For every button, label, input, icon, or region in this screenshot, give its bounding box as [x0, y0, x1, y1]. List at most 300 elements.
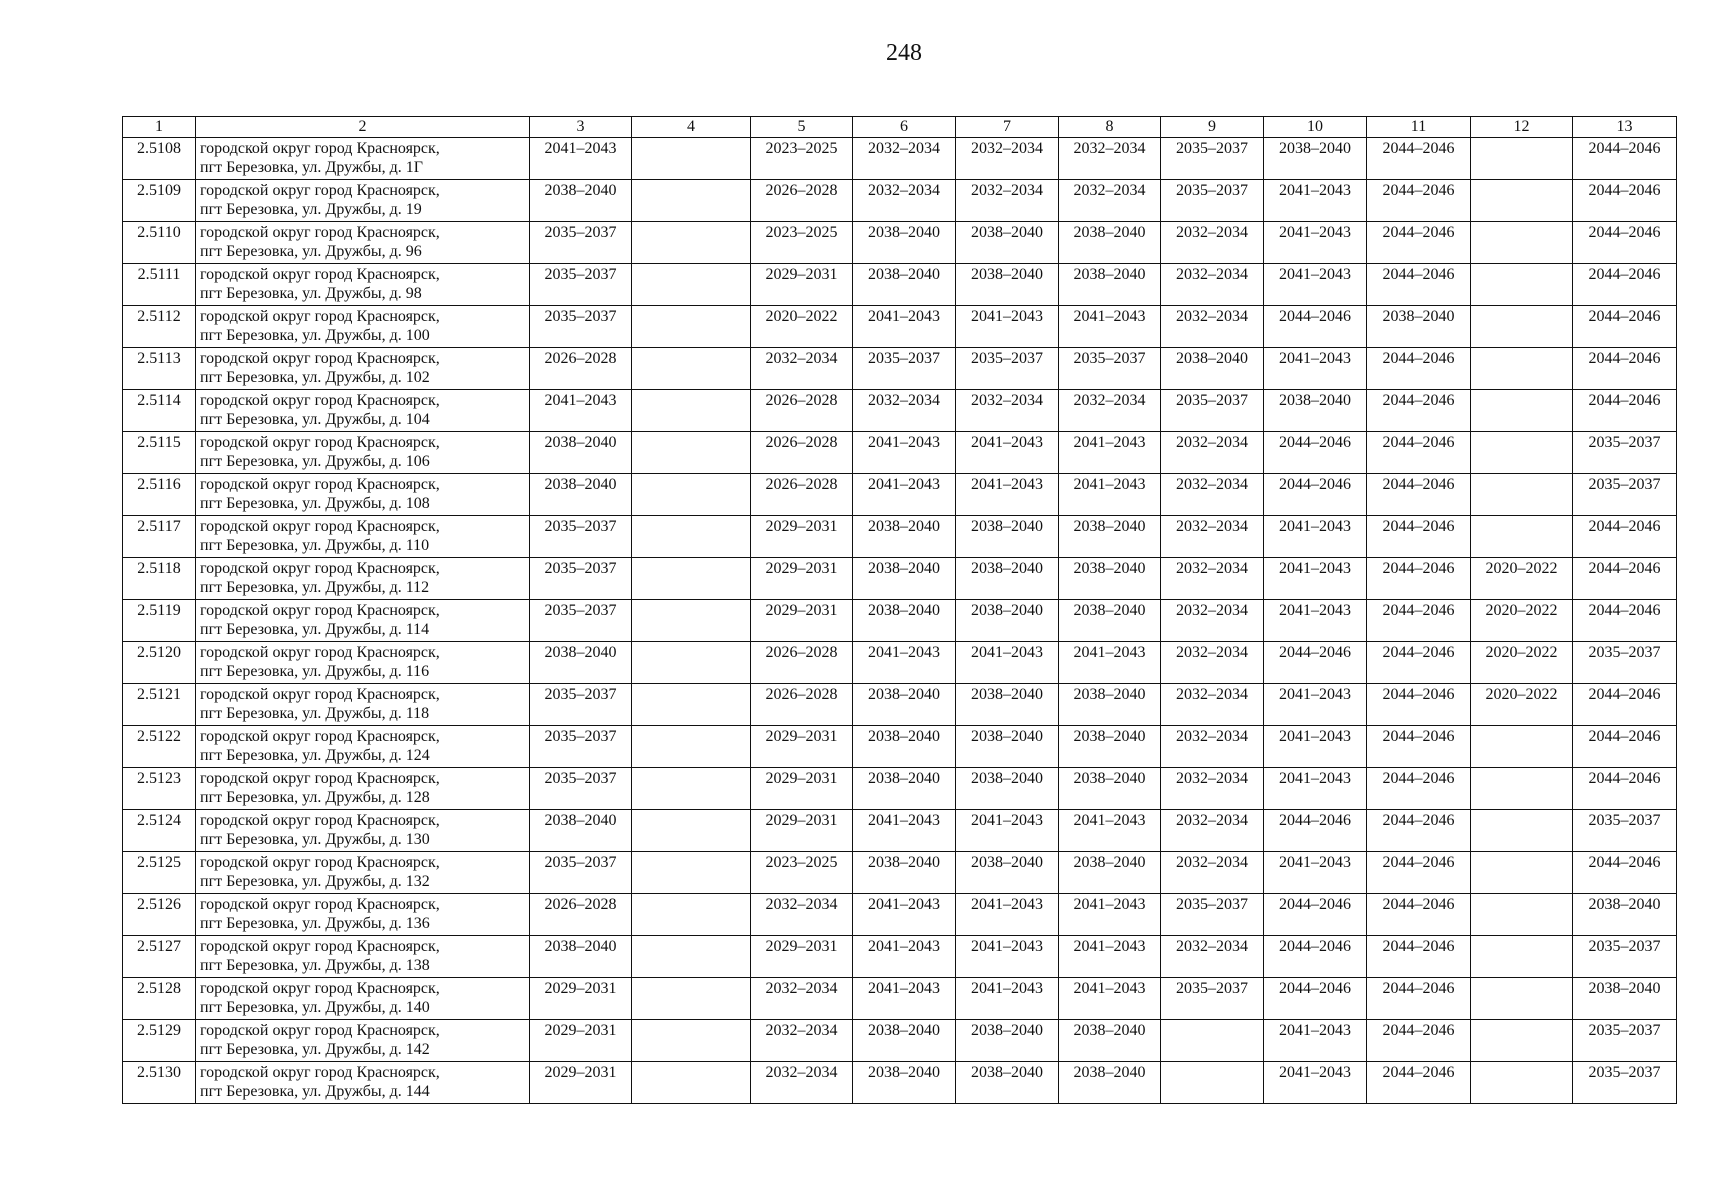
period-cell: 2035–2037: [530, 516, 632, 558]
period-cell: [1471, 726, 1573, 768]
period-cell: 2041–2043: [956, 936, 1059, 978]
period-cell: 2038–2040: [956, 768, 1059, 810]
row-number: 2.5130: [123, 1062, 196, 1104]
period-cell: 2032–2034: [956, 390, 1059, 432]
period-cell: 2044–2046: [1367, 180, 1471, 222]
table-row: [123, 768, 1677, 810]
period-cell: 2032–2034: [751, 978, 853, 1020]
period-cell: [632, 978, 751, 1020]
period-cell: 2044–2046: [1264, 978, 1367, 1020]
period-cell: [1471, 768, 1573, 810]
period-cell: 2044–2046: [1573, 516, 1677, 558]
address-line-1: городской округ город Красноярск,: [200, 854, 440, 871]
address-line-1: городской округ город Красноярск,: [200, 224, 440, 241]
period-cell: 2041–2043: [1059, 432, 1161, 474]
column-header: 3: [530, 117, 632, 138]
period-cell: 2023–2025: [751, 852, 853, 894]
period-cell: 2044–2046: [1367, 390, 1471, 432]
period-cell: 2035–2037: [530, 726, 632, 768]
period-cell: 2041–2043: [956, 894, 1059, 936]
period-cell: 2035–2037: [530, 264, 632, 306]
row-number: 2.5115: [123, 432, 196, 474]
period-cell: 2044–2046: [1367, 264, 1471, 306]
period-cell: 2044–2046: [1367, 852, 1471, 894]
period-cell: 2038–2040: [853, 768, 956, 810]
row-number: 2.5116: [123, 474, 196, 516]
address-line-2: пгт Березовка, ул. Дружбы, д. 100: [200, 327, 430, 344]
address-cell: [196, 138, 530, 180]
address-cell: [196, 600, 530, 642]
address-line-2: пгт Березовка, ул. Дружбы, д. 118: [200, 705, 430, 722]
period-cell: 2038–2040: [1059, 852, 1161, 894]
column-header: 7: [956, 117, 1059, 138]
address-line-1: городской округ город Красноярск,: [200, 1064, 440, 1081]
period-cell: 2026–2028: [751, 684, 853, 726]
table-row: [123, 138, 1677, 180]
address-line-2: пгт Березовка, ул. Дружбы, д. 108: [200, 495, 430, 512]
period-cell: 2029–2031: [751, 936, 853, 978]
period-cell: 2038–2040: [956, 684, 1059, 726]
row-number: 2.5121: [123, 684, 196, 726]
period-cell: 2041–2043: [853, 306, 956, 348]
table-row: [123, 852, 1677, 894]
period-cell: 2041–2043: [1264, 348, 1367, 390]
address-line-1: городской округ город Красноярск,: [200, 434, 440, 451]
period-cell: [1471, 390, 1573, 432]
period-cell: 2035–2037: [853, 348, 956, 390]
period-cell: 2038–2040: [1059, 558, 1161, 600]
period-cell: 2032–2034: [1161, 516, 1264, 558]
period-cell: 2044–2046: [1367, 1020, 1471, 1062]
period-cell: 2035–2037: [1161, 390, 1264, 432]
table-row: [123, 642, 1677, 684]
address-cell: [196, 222, 530, 264]
period-cell: 2041–2043: [1264, 180, 1367, 222]
address-line-1: городской округ город Красноярск,: [200, 980, 440, 997]
row-number: 2.5120: [123, 642, 196, 684]
period-cell: [1471, 810, 1573, 852]
table-row: [123, 432, 1677, 474]
table-row: [123, 978, 1677, 1020]
period-cell: 2038–2040: [956, 516, 1059, 558]
period-cell: 2044–2046: [1573, 138, 1677, 180]
period-cell: 2029–2031: [530, 978, 632, 1020]
period-cell: [1471, 180, 1573, 222]
period-cell: 2032–2034: [1161, 474, 1264, 516]
period-cell: 2041–2043: [1264, 222, 1367, 264]
address-line-1: городской округ город Красноярск,: [200, 728, 440, 745]
period-cell: [1471, 978, 1573, 1020]
period-cell: [632, 390, 751, 432]
period-cell: 2044–2046: [1573, 390, 1677, 432]
period-cell: 2038–2040: [956, 222, 1059, 264]
table-row: [123, 810, 1677, 852]
table-row: [123, 1062, 1677, 1104]
period-cell: 2032–2034: [956, 138, 1059, 180]
period-cell: [632, 894, 751, 936]
period-cell: 2038–2040: [1059, 1020, 1161, 1062]
column-header: 13: [1573, 117, 1677, 138]
period-cell: 2035–2037: [1059, 348, 1161, 390]
period-cell: 2041–2043: [956, 432, 1059, 474]
period-cell: 2041–2043: [1264, 558, 1367, 600]
period-cell: 2041–2043: [1059, 894, 1161, 936]
period-cell: 2044–2046: [1367, 474, 1471, 516]
address-cell: [196, 264, 530, 306]
table-row: [123, 264, 1677, 306]
address-line-1: городской округ город Красноярск,: [200, 686, 440, 703]
period-cell: 2041–2043: [1059, 936, 1161, 978]
schedule-table: [122, 116, 1677, 1104]
period-cell: 2044–2046: [1367, 684, 1471, 726]
address-line-1: городской округ город Красноярск,: [200, 266, 440, 283]
address-line-2: пгт Березовка, ул. Дружбы, д. 112: [200, 579, 430, 596]
period-cell: [1471, 432, 1573, 474]
row-number: 2.5118: [123, 558, 196, 600]
row-number: 2.5119: [123, 600, 196, 642]
address-cell: [196, 1020, 530, 1062]
address-line-1: городской округ город Красноярск,: [200, 350, 440, 367]
period-cell: [1471, 222, 1573, 264]
period-cell: 2032–2034: [1059, 138, 1161, 180]
period-cell: 2035–2037: [530, 306, 632, 348]
period-cell: 2026–2028: [530, 348, 632, 390]
period-cell: [632, 516, 751, 558]
address-cell: [196, 1062, 530, 1104]
table-row: [123, 348, 1677, 390]
table-row: [123, 726, 1677, 768]
column-header: 1: [123, 117, 196, 138]
period-cell: 2044–2046: [1573, 306, 1677, 348]
page-number: 248: [886, 40, 922, 66]
table-row: [123, 516, 1677, 558]
period-cell: 2032–2034: [1161, 558, 1264, 600]
period-cell: 2041–2043: [853, 432, 956, 474]
table-row: [123, 474, 1677, 516]
period-cell: 2038–2040: [956, 1020, 1059, 1062]
period-cell: 2038–2040: [1059, 516, 1161, 558]
period-cell: 2029–2031: [751, 768, 853, 810]
period-cell: 2041–2043: [530, 138, 632, 180]
period-cell: [632, 222, 751, 264]
period-cell: 2038–2040: [956, 558, 1059, 600]
address-line-2: пгт Березовка, ул. Дружбы, д. 136: [200, 915, 430, 932]
period-cell: 2041–2043: [853, 474, 956, 516]
period-cell: 2038–2040: [530, 810, 632, 852]
period-cell: 2035–2037: [1161, 894, 1264, 936]
table-row: [123, 684, 1677, 726]
period-cell: [1471, 936, 1573, 978]
period-cell: 2044–2046: [1264, 810, 1367, 852]
address-cell: [196, 306, 530, 348]
period-cell: 2035–2037: [1161, 180, 1264, 222]
period-cell: 2029–2031: [751, 516, 853, 558]
period-cell: 2044–2046: [1573, 222, 1677, 264]
period-cell: 2038–2040: [853, 264, 956, 306]
column-header: 6: [853, 117, 956, 138]
address-cell: [196, 432, 530, 474]
period-cell: 2038–2040: [956, 852, 1059, 894]
period-cell: 2041–2043: [1059, 306, 1161, 348]
period-cell: 2041–2043: [853, 810, 956, 852]
column-header: 9: [1161, 117, 1264, 138]
address-line-1: городской округ город Красноярск,: [200, 1022, 440, 1039]
period-cell: 2038–2040: [956, 600, 1059, 642]
period-cell: 2044–2046: [1264, 936, 1367, 978]
row-number: 2.5110: [123, 222, 196, 264]
period-cell: 2038–2040: [956, 726, 1059, 768]
period-cell: [632, 348, 751, 390]
period-cell: 2032–2034: [1161, 726, 1264, 768]
period-cell: 2035–2037: [956, 348, 1059, 390]
row-number: 2.5117: [123, 516, 196, 558]
period-cell: 2032–2034: [1161, 264, 1264, 306]
period-cell: 2044–2046: [1367, 978, 1471, 1020]
address-line-2: пгт Березовка, ул. Дружбы, д. 124: [200, 747, 430, 764]
period-cell: 2041–2043: [1264, 768, 1367, 810]
period-cell: 2032–2034: [1161, 222, 1264, 264]
address-line-2: пгт Березовка, ул. Дружбы, д. 138: [200, 957, 430, 974]
period-cell: 2026–2028: [751, 474, 853, 516]
period-cell: 2038–2040: [956, 1062, 1059, 1104]
period-cell: 2029–2031: [751, 600, 853, 642]
row-number: 2.5114: [123, 390, 196, 432]
period-cell: 2029–2031: [530, 1062, 632, 1104]
address-cell: [196, 978, 530, 1020]
period-cell: 2020–2022: [1471, 684, 1573, 726]
row-number: 2.5129: [123, 1020, 196, 1062]
column-header: 8: [1059, 117, 1161, 138]
period-cell: 2035–2037: [1573, 810, 1677, 852]
period-cell: 2032–2034: [853, 138, 956, 180]
period-cell: 2032–2034: [751, 1020, 853, 1062]
address-cell: [196, 768, 530, 810]
address-line-1: городской округ город Красноярск,: [200, 896, 440, 913]
period-cell: [1471, 1062, 1573, 1104]
period-cell: 2032–2034: [1161, 306, 1264, 348]
period-cell: 2044–2046: [1264, 432, 1367, 474]
period-cell: 2044–2046: [1367, 768, 1471, 810]
period-cell: 2044–2046: [1573, 558, 1677, 600]
address-line-2: пгт Березовка, ул. Дружбы, д. 110: [200, 537, 430, 554]
period-cell: 2044–2046: [1367, 222, 1471, 264]
address-line-1: городской округ город Красноярск,: [200, 644, 440, 661]
period-cell: 2044–2046: [1367, 516, 1471, 558]
row-number: 2.5112: [123, 306, 196, 348]
row-number: 2.5123: [123, 768, 196, 810]
period-cell: [632, 432, 751, 474]
address-line-1: городской округ город Красноярск,: [200, 938, 440, 955]
period-cell: 2044–2046: [1367, 810, 1471, 852]
period-cell: 2026–2028: [751, 642, 853, 684]
column-header: 4: [632, 117, 751, 138]
table-row: [123, 936, 1677, 978]
table-body: [123, 138, 1677, 1104]
address-line-1: городской округ город Красноярск,: [200, 602, 440, 619]
period-cell: 2035–2037: [1573, 1020, 1677, 1062]
period-cell: 2044–2046: [1264, 642, 1367, 684]
period-cell: 2035–2037: [1573, 474, 1677, 516]
address-line-2: пгт Березовка, ул. Дружбы, д. 128: [200, 789, 430, 806]
address-line-2: пгт Березовка, ул. Дружбы, д. 102: [200, 369, 430, 386]
address-cell: [196, 516, 530, 558]
period-cell: 2032–2034: [853, 180, 956, 222]
address-line-2: пгт Березовка, ул. Дружбы, д. 140: [200, 999, 430, 1016]
period-cell: 2035–2037: [530, 852, 632, 894]
period-cell: 2035–2037: [530, 768, 632, 810]
address-cell: [196, 936, 530, 978]
address-line-2: пгт Березовка, ул. Дружбы, д. 130: [200, 831, 430, 848]
row-number: 2.5124: [123, 810, 196, 852]
period-cell: [1471, 1020, 1573, 1062]
period-cell: [632, 726, 751, 768]
address-line-1: городской округ город Красноярск,: [200, 476, 440, 493]
address-cell: [196, 180, 530, 222]
table-row: [123, 222, 1677, 264]
period-cell: 2038–2040: [853, 684, 956, 726]
period-cell: 2044–2046: [1573, 768, 1677, 810]
period-cell: 2032–2034: [1059, 390, 1161, 432]
period-cell: 2038–2040: [530, 180, 632, 222]
period-cell: 2038–2040: [1573, 978, 1677, 1020]
period-cell: 2032–2034: [751, 348, 853, 390]
period-cell: 2038–2040: [1059, 264, 1161, 306]
period-cell: 2023–2025: [751, 138, 853, 180]
period-cell: 2038–2040: [1161, 348, 1264, 390]
period-cell: [632, 768, 751, 810]
period-cell: 2038–2040: [1059, 768, 1161, 810]
address-cell: [196, 348, 530, 390]
period-cell: [632, 180, 751, 222]
period-cell: 2044–2046: [1367, 936, 1471, 978]
period-cell: [1471, 264, 1573, 306]
period-cell: 2029–2031: [751, 810, 853, 852]
period-cell: 2038–2040: [1059, 600, 1161, 642]
period-cell: 2044–2046: [1264, 894, 1367, 936]
period-cell: [1471, 138, 1573, 180]
period-cell: 2038–2040: [853, 600, 956, 642]
period-cell: 2041–2043: [956, 810, 1059, 852]
period-cell: 2044–2046: [1573, 264, 1677, 306]
period-cell: [1161, 1062, 1264, 1104]
period-cell: 2035–2037: [530, 684, 632, 726]
period-cell: [1471, 348, 1573, 390]
period-cell: 2029–2031: [530, 1020, 632, 1062]
row-number: 2.5111: [123, 264, 196, 306]
period-cell: 2032–2034: [1161, 684, 1264, 726]
column-header: 11: [1367, 117, 1471, 138]
address-line-2: пгт Березовка, ул. Дружбы, д. 1Г: [200, 159, 424, 176]
period-cell: 2041–2043: [1059, 978, 1161, 1020]
period-cell: 2044–2046: [1573, 852, 1677, 894]
address-line-2: пгт Березовка, ул. Дружбы, д. 106: [200, 453, 430, 470]
address-line-2: пгт Березовка, ул. Дружбы, д. 116: [200, 663, 430, 680]
row-number: 2.5108: [123, 138, 196, 180]
period-cell: 2041–2043: [1264, 1062, 1367, 1104]
period-cell: 2044–2046: [1573, 684, 1677, 726]
address-cell: [196, 894, 530, 936]
address-line-1: городской округ город Красноярск,: [200, 392, 440, 409]
period-cell: [632, 558, 751, 600]
table-row: [123, 390, 1677, 432]
period-cell: 2035–2037: [1573, 642, 1677, 684]
period-cell: 2020–2022: [751, 306, 853, 348]
period-cell: 2041–2043: [956, 306, 1059, 348]
period-cell: 2032–2034: [751, 894, 853, 936]
address-line-2: пгт Березовка, ул. Дружбы, д. 142: [200, 1041, 430, 1058]
period-cell: 2026–2028: [751, 432, 853, 474]
row-number: 2.5122: [123, 726, 196, 768]
period-cell: [1471, 306, 1573, 348]
period-cell: 2038–2040: [853, 726, 956, 768]
address-line-1: городской округ город Красноярск,: [200, 182, 440, 199]
period-cell: 2041–2043: [1264, 1020, 1367, 1062]
period-cell: 2041–2043: [1059, 474, 1161, 516]
table-row: [123, 894, 1677, 936]
period-cell: 2041–2043: [1264, 264, 1367, 306]
period-cell: 2038–2040: [853, 222, 956, 264]
period-cell: 2029–2031: [751, 558, 853, 600]
period-cell: 2044–2046: [1573, 726, 1677, 768]
period-cell: 2032–2034: [1161, 936, 1264, 978]
period-cell: 2038–2040: [1264, 138, 1367, 180]
period-cell: 2044–2046: [1367, 138, 1471, 180]
period-cell: 2035–2037: [1161, 978, 1264, 1020]
period-cell: 2026–2028: [751, 180, 853, 222]
period-cell: 2032–2034: [1161, 432, 1264, 474]
period-cell: 2020–2022: [1471, 558, 1573, 600]
row-number: 2.5125: [123, 852, 196, 894]
period-cell: [632, 1020, 751, 1062]
address-line-2: пгт Березовка, ул. Дружбы, д. 114: [200, 621, 430, 638]
period-cell: 2038–2040: [1059, 726, 1161, 768]
period-cell: 2038–2040: [530, 432, 632, 474]
period-cell: 2038–2040: [530, 642, 632, 684]
period-cell: 2041–2043: [1264, 600, 1367, 642]
period-cell: 2029–2031: [751, 726, 853, 768]
address-line-2: пгт Березовка, ул. Дружбы, д. 144: [200, 1083, 430, 1100]
period-cell: 2038–2040: [853, 1020, 956, 1062]
period-cell: 2044–2046: [1264, 474, 1367, 516]
period-cell: 2032–2034: [1161, 852, 1264, 894]
period-cell: 2041–2043: [956, 978, 1059, 1020]
schedule-table-container: [122, 116, 1677, 1104]
period-cell: 2044–2046: [1367, 894, 1471, 936]
period-cell: 2038–2040: [1059, 222, 1161, 264]
period-cell: 2044–2046: [1367, 600, 1471, 642]
period-cell: 2041–2043: [853, 978, 956, 1020]
address-line-2: пгт Березовка, ул. Дружбы, д. 104: [200, 411, 430, 428]
period-cell: 2026–2028: [530, 894, 632, 936]
period-cell: [1471, 474, 1573, 516]
address-cell: [196, 810, 530, 852]
address-cell: [196, 684, 530, 726]
table-row: [123, 600, 1677, 642]
address-line-2: пгт Березовка, ул. Дружбы, д. 132: [200, 873, 430, 890]
period-cell: 2032–2034: [751, 1062, 853, 1104]
period-cell: 2041–2043: [1264, 516, 1367, 558]
period-cell: 2032–2034: [1161, 642, 1264, 684]
period-cell: 2035–2037: [530, 600, 632, 642]
period-cell: 2035–2037: [530, 222, 632, 264]
column-header: 2: [196, 117, 530, 138]
period-cell: 2044–2046: [1573, 180, 1677, 222]
period-cell: [632, 264, 751, 306]
period-cell: 2041–2043: [853, 936, 956, 978]
period-cell: 2038–2040: [1573, 894, 1677, 936]
period-cell: [632, 642, 751, 684]
period-cell: 2038–2040: [530, 474, 632, 516]
